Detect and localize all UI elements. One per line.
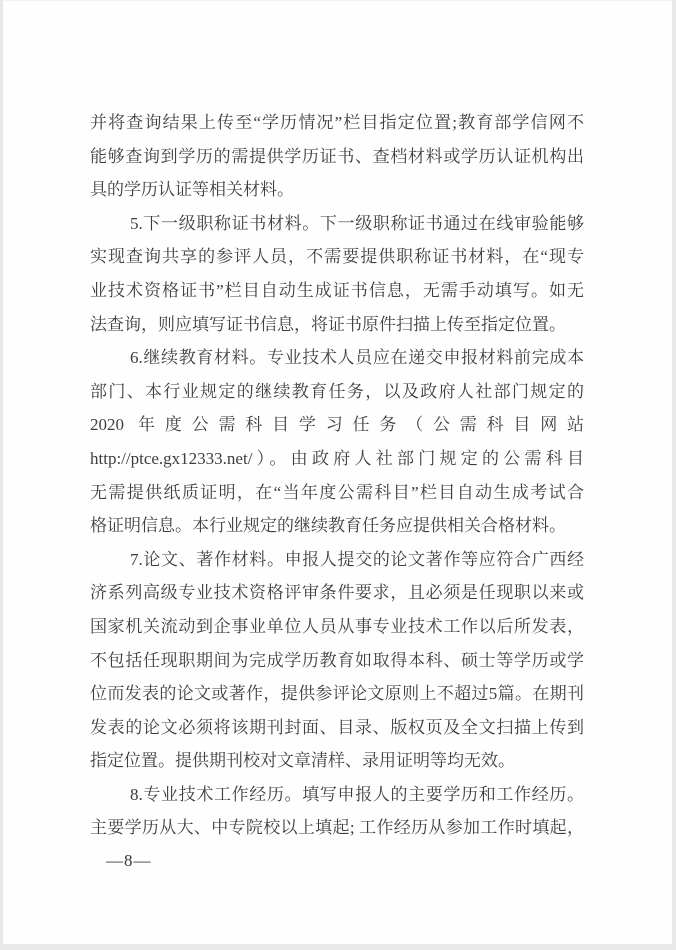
page-edge-left (0, 0, 3, 950)
text-line: 发表的论文必须将该期刊封面、目录、版权页及全文扫描上传到 (90, 717, 584, 737)
text-line: 业技术资格证书”栏目自动生成证书信息，无需手动填写。如无 (90, 280, 584, 300)
text-line: 不包括任现职期间为完成学历教育如取得本科、硕士等学历或学 (90, 650, 584, 670)
text-line: 5.下一级职称证书材料。下一级职称证书通过在线审验能够 (130, 213, 584, 233)
text-line: 部门、本行业规定的继续教育任务，以及政府人社部门规定的 (90, 381, 584, 401)
text-line: 8.专业技术工作经历。填写申报人的主要学历和工作经历。 (130, 784, 584, 804)
text-line: 位而发表的论文或著作，提供参评论文原则上不超过5篇。在期刊 (90, 684, 584, 704)
page-edge-right (672, 0, 676, 950)
text-line: 能够查询到学历的需提供学历证书、查档材料或学历认证机构出 (90, 146, 584, 166)
text-line: 国家机关流动到企事业单位人员从事专业技术工作以后所发表， (90, 616, 584, 636)
text-line: 济系列高级专业技术资格评审条件要求，且必须是任现职以来或 (90, 583, 584, 603)
page-edge-top (0, 0, 676, 1)
page-number: —8— (106, 851, 152, 870)
text-line: 无需提供纸质证明，在“当年度公需科目”栏目自动生成考试合 (90, 482, 584, 502)
text-line: 指定位置。提供期刊校对文章清样、录用证明等均无效。 (90, 751, 515, 771)
text-line: 2020 年度公需科目学习任务（公需科目网站 (90, 415, 584, 435)
document-body (90, 106, 584, 845)
text-line: 6.继续教育材料。专业技术人员应在递交申报材料前完成本 (130, 348, 584, 368)
text-line: 法查询，则应填写证书信息，将证书原件扫描上传至指定位置。 (90, 314, 566, 334)
text-line: 并将查询结果上传至“学历情况”栏目指定位置;教育部学信网不 (90, 113, 584, 132)
text-line: 7.论文、著作材料。申报人提交的论文著作等应符合广西经 (130, 549, 584, 569)
text-line: http://ptce.gx12333.net/）。由政府人社部门规定的公需科目 (90, 448, 584, 468)
text-line: 实现查询共享的参评人员，不需要提供职称证书材料，在“现专 (90, 247, 584, 267)
text-line: 格证明信息。本行业规定的继续教育任务应提供相关合格材料。 (90, 516, 566, 536)
text-line: 主要学历从大、中专院校以上填起; 工作经历从参加工作时填起， (90, 818, 584, 838)
text-line: 具的学历认证等相关材料。 (90, 180, 294, 200)
page-edge-bottom (0, 944, 676, 950)
